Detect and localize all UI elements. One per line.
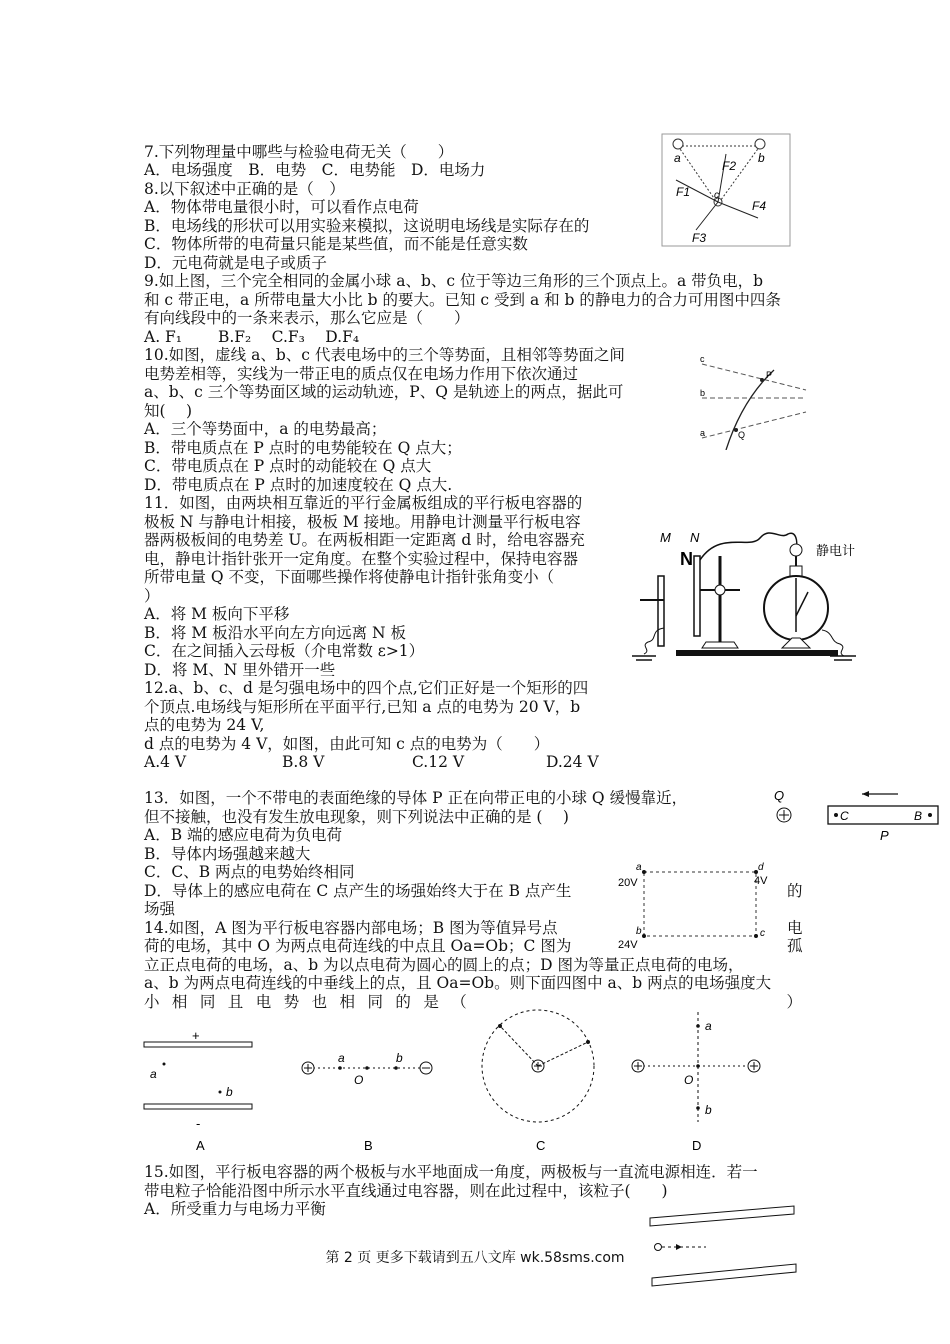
q14-line-5: 小相同且电势也相同的是（ ） [144,993,802,1011]
q9-label-f1: F1 [676,185,691,199]
q14-c-point-b [586,1040,590,1044]
q14-a-plus: + [192,1028,200,1043]
q14-b-point-b [394,1066,398,1070]
q11-line-6: ） [144,587,160,605]
q11-stand-base [702,642,738,648]
q13-motion-arrowhead [862,791,869,797]
q10-label-p: P [766,370,773,380]
q14-d-label-b: b [705,1103,712,1117]
q12-value-d: 4V [754,875,768,887]
q13-option-d-line-2: 场强 [144,900,176,918]
q9-ball-a [673,139,683,149]
q13-label-b: B [914,809,923,823]
q14-b-label-o: O [354,1073,364,1087]
q10-label-a: a [700,428,706,438]
q10-option-b: B．带电质点在 P 点时的电势能较在 Q 点大； [144,439,462,457]
page-footer: 第 2 页 更多下载请到五八文库 wk.58sms.com [325,1250,625,1266]
q12-value-a: 20V [618,877,638,889]
q13-option-d-line-1: D．导体上的感应电荷在 C 点产生的场强始终大于在 B 点产生 [144,882,572,900]
q9-label-a: a [674,151,681,165]
q11-stand-clamp [715,585,725,595]
q12-label-a: a [636,862,642,873]
q14-d-label-a: a [705,1019,712,1033]
q9-force-diagram [660,132,795,250]
q14-c-point-a [498,1024,502,1028]
q10-point-p [760,378,764,382]
q14-a-label-a: a [150,1067,157,1081]
q14-caption-b: B [364,1138,373,1153]
q14-d-point-a [696,1024,700,1028]
q10-label-q: Q [738,430,746,440]
q12-option-d: D.24 V [546,753,599,771]
q13-option-a: A．B 端的感应电荷为负电荷 [144,826,343,844]
q11-table [676,650,838,656]
q14-a-minus: - [196,1116,201,1131]
q7-stem: 7.下列物理量中哪些与检验电荷无关（ ） [144,143,454,161]
q9-label-b: b [758,151,765,165]
q14-b-point-o [365,1066,369,1070]
q11-label-n-bold: N [680,549,693,569]
q12-option-b: B.8 V [282,753,325,771]
q10-line-c [702,364,806,390]
q12-point-a [642,870,646,874]
q9-line-2: 和 c 带正电，a 所带电量大小比 b 的要大。已知 c 受到 a 和 b 的静电力的合力可用图中四条 [144,291,781,309]
q12-label-c: c [760,928,765,939]
q10-option-c: C．带电质点在 P 点时的动能较在 Q 点大 [144,457,432,475]
q14-c-radius-b [538,1042,588,1066]
q14-line-2-tail: 孤 [787,937,803,955]
q11-line-2: 极板 N 与静电计相接，极板 M 接地。用静电计测量平行板电容 [144,513,581,531]
q12-option-a: A.4 V [144,753,187,771]
q11-line-4: 电，静电计指针张开一定角度。在整个实验过程中，保持电容器 [144,550,579,568]
q14-c-radius-a [500,1026,538,1066]
q12-option-c: C.12 V [412,753,465,771]
q10-line-1: 10.如图，虚线 a、b、c 代表电场中的三个等势面，且相邻等势面之间 [144,346,625,364]
q11-label-n: N [690,530,700,545]
q14-diagram-a [144,1028,252,1153]
q9-arrow-f3 [696,202,718,230]
q10-line-3: a、b、c 三个等势面区域的运动轨迹，P、Q 是轨迹上的两点，据此可 [144,383,624,401]
q11-label-electrometer: 静电计 [816,543,856,558]
q12-line-2: 个顶点.电场线与矩形所在平面平行,已知 a 点的电势为 20 V，b [144,698,581,716]
q9-edge-bc [718,146,760,204]
q8-option-c: C．物体所带的电荷量只能是某些值，而不能是任意实数 [144,235,528,253]
q13-label-p: P [880,828,889,843]
q14-line-1: 14.如图，A 图为平行板电容器内部电场；B 图为等值异号点 [144,919,558,937]
q9-options: A. F₁ B.F₂ C.F₃ D.F₄ [144,328,360,346]
q12-rectangle [644,872,756,936]
q14-line-3: 立正点电荷的电场，a、b 为以点电荷为圆心的圆上的点；D 图为等量正点电荷的电场， [144,956,744,974]
q10-line-2: 电势差相等，实线为一带正电的质点仅在电场力作用下依次通过 [144,365,579,383]
q14-d-point-b [696,1106,700,1110]
q10-line-4: 知( ) [144,402,193,420]
q12-line-1: 12.a、b、c、d 是匀强电场中的四个点,它们正好是一个矩形的四 [144,679,589,697]
q10-line-a [702,412,806,438]
q12-rectangle-diagram [614,858,774,950]
q14-diagram-d [632,1012,760,1153]
q15-option-a: A．所受重力与电场力平衡 [144,1200,326,1218]
q10-equipotential-diagram [696,350,811,450]
q14-d-label-o: O [684,1073,694,1087]
q11-capacitor-apparatus [630,520,880,668]
q11-option-d: D．将 M、N 里外错开一些 [144,661,336,679]
q11-plate-n [694,556,700,636]
q14-caption-a: A [196,1138,205,1153]
q13-line-1: 13．如图，一个不带电的表面绝缘的导体 P 正在向带正电的小球 Q 缓慢靠近， [144,789,688,807]
q14-a-bottom-plate [144,1104,252,1109]
q10-option-d: D．带电质点在 P 点时的加速度较在 Q 点大. [144,476,453,494]
q12-label-d: d [758,862,764,873]
q15-upper-plate [650,1206,794,1226]
q14-diagram-c [482,1010,594,1153]
q11-option-b: B．将 M 板沿水平向左方向远离 N 板 [144,624,407,642]
q12-point-b [642,934,646,938]
q11-plate-m [658,576,664,646]
q14-field-diagrams [140,1008,800,1154]
q14-a-point-b [219,1091,222,1094]
q7-options: A．电场强度 B．电势 C．电势能 D．电场力 [144,161,486,179]
q8-option-b: B．电场线的形状可以用实验来模拟，这说明电场线是实际存在的 [144,217,590,235]
q10-label-c: c [700,354,705,364]
q9-ball-b [755,139,765,149]
q14-diagram-b [302,1051,432,1153]
q13-label-q: Q [774,788,785,803]
q13-point-b [928,813,932,817]
q10-trajectory [726,370,774,450]
q12-label-b: b [636,926,642,937]
q13-point-c [834,813,838,817]
q15-line-1: 15.如图，平行板电容器的两个极板与水平地面成一角度，两极板与一直流电源相连．若一 [144,1163,758,1181]
q9-line-1: 9.如上图，三个完全相同的金属小球 a、b、c 位于等边三角形的三个顶点上。a 带负电，b [144,272,764,290]
q11-option-a: A．将 M 板向下平移 [144,605,290,623]
q14-b-label-a: a [338,1051,345,1065]
q14-caption-d: D [692,1138,702,1153]
q9-label-f3: F3 [692,231,707,245]
q13-option-b: B．导体内场强越来越大 [144,845,311,863]
q15-line-2: 带电粒子恰能沿图中所示水平直线通过电容器，则在此过程中，该粒子( ) [144,1182,668,1200]
q14-line-1-tail: 电 [787,919,803,937]
q14-b-label-b: b [396,1051,403,1065]
q11-connecting-wire [700,533,797,560]
q14-a-label-b: b [226,1085,233,1099]
q14-b-point-a [338,1066,342,1070]
q9-label-f4: F4 [752,199,767,213]
q13-label-c: C [840,809,849,823]
q9-label-c: c [714,190,719,201]
q13-option-d-tail: 的 [787,882,803,900]
q14-line-4: a、b 为两点电荷连线的中垂线上的点，且 Oa=Ob。则下面四图中 a、b 两点的电场强度大 [144,974,772,992]
q13-conductor-diagram [766,784,946,844]
q12-point-c [754,934,758,938]
q10-option-a: A．三个等势面中，a 的电势最高； [144,420,387,438]
q14-caption-c: C [536,1138,546,1153]
q11-line-3: 器两极板间的电势差 U。在两板相距一定距离 d 时，给电容器充 [144,531,585,549]
q8-option-a: A．物体带电量很小时，可以看作点电荷 [144,198,419,216]
q12-line-4: d 点的电势为 4 V，如图，由此可知 c 点的电势为（ ） [144,735,550,753]
q12-value-b: 24V [618,939,638,950]
q11-line-1: 11．如图，由两块相互靠近的平行金属板组成的平行板电容器的 [144,494,583,512]
q15-tilted-capacitor [646,1200,800,1290]
q13-line-2: 但不接触，也没有发生放电现象，则下列说法中正确的是 ( ) [144,808,569,826]
q9-label-f2: F2 [722,159,737,173]
q11-option-c: C．在之间插入云母板（介电常数 ε>1） [144,642,425,660]
q13-option-c: C．C、B 两点的电势始终相同 [144,863,355,881]
q15-lower-plate [652,1264,796,1286]
q12-line-3: 点的电势为 24 V, [144,716,265,734]
q14-d-point-o [696,1064,700,1068]
q11-line-5: 所带电量 Q 不变，下面哪些操作将使静电计指针张角变小（ [144,568,555,586]
q14-line-2: 荷的电场，其中 O 为两点电荷连线的中点且 Oa=Ob；C 图为 [144,937,572,955]
q9-line-3: 有向线段中的一条来表示，那么它应是（ ） [144,309,470,327]
q11-label-m: M [660,530,671,545]
q8-stem: 8.以下叙述中正确的是（ ） [144,180,345,198]
q10-label-b: b [700,388,706,398]
q8-option-d: D．元电荷就是电子或质子 [144,254,327,272]
q14-a-point-a [163,1063,166,1066]
q11-electrometer-knob [790,544,802,556]
